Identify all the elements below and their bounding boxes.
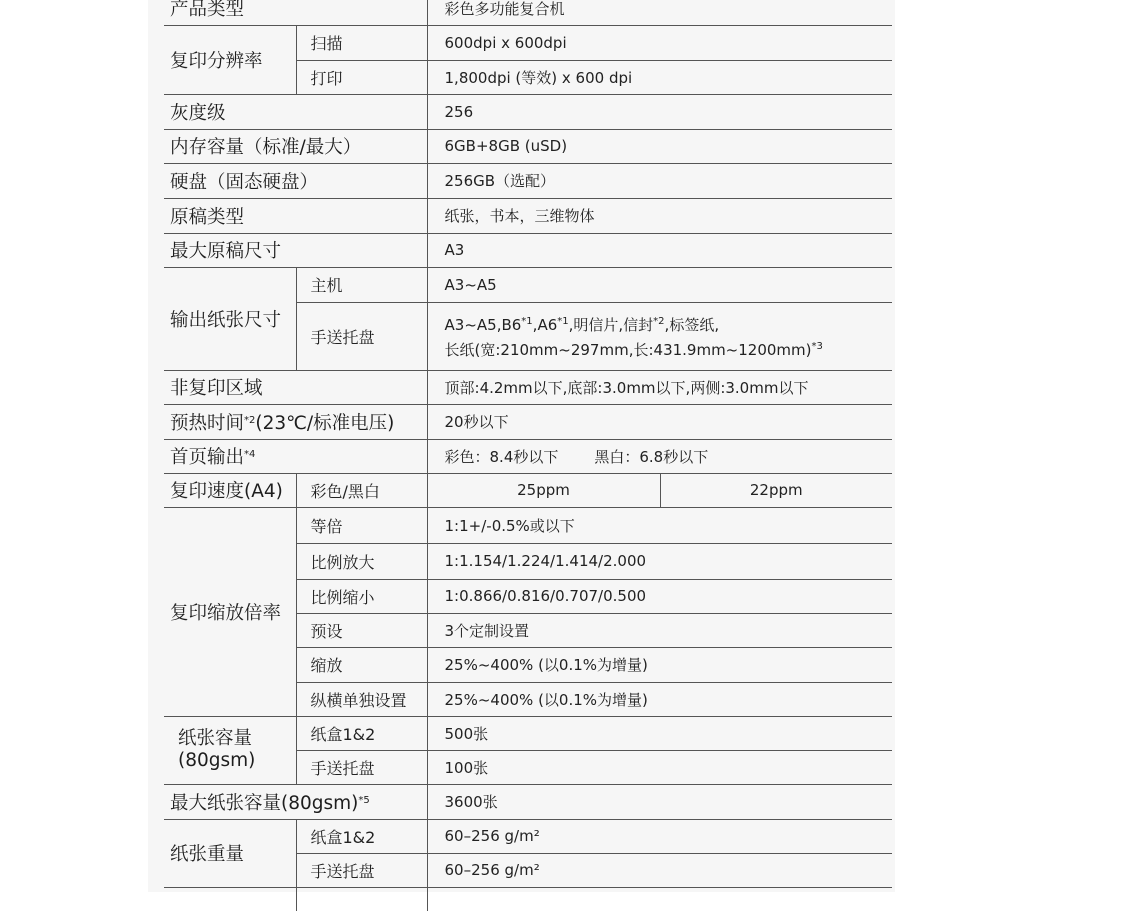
label-scan: 扫描 <box>296 25 427 60</box>
table-row <box>164 473 892 507</box>
label-bypass-tray: 手送托盘 <box>296 302 427 370</box>
value-print: 1,800dpi (等效) x 600 dpi <box>427 60 892 94</box>
table-row <box>164 887 892 911</box>
value-bypass-capacity: 100张 <box>427 750 892 784</box>
table-row <box>164 819 892 853</box>
label-zoom-zoom: 缩放 <box>296 647 427 682</box>
value-warmup-time: 20秒以下 <box>427 404 892 439</box>
label-zoom-xy: 纵横单独设置 <box>296 682 427 716</box>
label-memory: 内存容量（标准/最大） <box>164 129 427 163</box>
value-max-original-size: A3 <box>427 233 892 267</box>
value-zoom-zoom: 25%~400% (以0.1%为增量) <box>427 647 892 682</box>
label-bypass-capacity: 手送托盘 <box>296 750 427 784</box>
value-scan: 600dpi x 600dpi <box>427 25 892 60</box>
label-copy-resolution: 复印分辨率 <box>164 25 296 94</box>
label-output-paper-size: 输出纸张尺寸 <box>164 267 296 370</box>
label-zoom-preset: 预设 <box>296 613 427 647</box>
label-paper-weight: 纸张重量 <box>164 819 296 887</box>
table-row <box>164 716 892 750</box>
value-original-type: 纸张，书本，三维物体 <box>427 198 892 233</box>
label-paper-tray: 纸盒1&2 <box>296 716 427 750</box>
table-row <box>164 507 892 543</box>
value-zoom-enlarge: 1:1.154/1.224/1.414/2.000 <box>427 543 892 579</box>
value-bypass-paper-sizes: A3~A5,B6$^{*1}$,A6$^{*1}$,明信片,信封$^{*2}$,标签纸, 长纸(宽:210mm~297mm,长:431.9mm~1200mm)$^{*3}$ <box>427 302 892 370</box>
value-weight-bypass: 60–256 g/m² <box>427 853 892 887</box>
table-row <box>164 267 892 302</box>
table-row <box>164 129 892 163</box>
label-storage: 硬盘（固态硬盘） <box>164 163 427 198</box>
value-first-copy: 彩色：8.4秒以下 黑白：6.8秒以下 <box>427 439 892 473</box>
value-main-unit: A3~A5 <box>427 267 892 302</box>
value-copy-speed-bw: 22ppm <box>660 473 892 507</box>
label-non-copy-area: 非复印区域 <box>164 370 427 404</box>
label-zoom-same: 等倍 <box>296 507 427 543</box>
value-memory: 6GB+8GB (uSD) <box>427 129 892 163</box>
value-zoom-xy: 25%~400% (以0.1%为增量) <box>427 682 892 716</box>
table-row <box>164 233 892 267</box>
label-zoom-ratio: 复印缩放倍率 <box>164 507 296 716</box>
table-row <box>164 439 892 473</box>
value-storage: 256GB（选配） <box>427 163 892 198</box>
label-original-type: 原稿类型 <box>164 198 427 233</box>
label-max-original-size: 最大原稿尺寸 <box>164 233 427 267</box>
label-warmup-time: 预热时间$^{*2}$(23℃/标准电压) <box>164 404 427 439</box>
label-color-bw: 彩色/黑白 <box>296 473 427 507</box>
label-gray-scale: 灰度级 <box>164 94 427 129</box>
table-row <box>164 784 892 819</box>
table-row <box>164 370 892 404</box>
label-weight-bypass: 手送托盘 <box>296 853 427 887</box>
table-row <box>164 198 892 233</box>
value-copy-speed-color: 25ppm <box>427 473 660 507</box>
value-paper-tray-capacity: 500张 <box>427 716 892 750</box>
table-row <box>164 94 892 129</box>
value-gray-scale: 256 <box>427 94 892 129</box>
value-zoom-reduce: 1:0.866/0.816/0.707/0.500 <box>427 579 892 613</box>
value-zoom-same: 1:1+/-0.5%或以下 <box>427 507 892 543</box>
value-zoom-preset: 3个定制设置 <box>427 613 892 647</box>
value-product-type: 彩色多功能复合机 <box>427 0 892 25</box>
label-main-unit: 主机 <box>296 267 427 302</box>
label-copy-speed: 复印速度(A4) <box>164 473 296 507</box>
spec-table <box>164 0 892 911</box>
label-zoom-reduce: 比例缩小 <box>296 579 427 613</box>
table-row <box>164 25 892 60</box>
label-print: 打印 <box>296 60 427 94</box>
label-paper-capacity: 纸张容量 (80gsm) <box>164 716 296 784</box>
label-first-copy: 首页输出$^{*4}$ <box>164 439 427 473</box>
label-weight-tray: 纸盒1&2 <box>296 819 427 853</box>
label-zoom-enlarge: 比例放大 <box>296 543 427 579</box>
table-row <box>164 0 892 25</box>
label-max-paper-capacity: 最大纸张容量$(80gsm)^{*5}$ <box>164 784 427 819</box>
value-max-paper-capacity: 3600张 <box>427 784 892 819</box>
table-row <box>164 404 892 439</box>
value-non-copy-area: 顶部:4.2mm以下,底部:3.0mm以下,两侧:3.0mm以下 <box>427 370 892 404</box>
table-row <box>164 163 892 198</box>
value-weight-tray: 60–256 g/m² <box>427 819 892 853</box>
label-product-type: 产品类型 <box>164 0 427 25</box>
